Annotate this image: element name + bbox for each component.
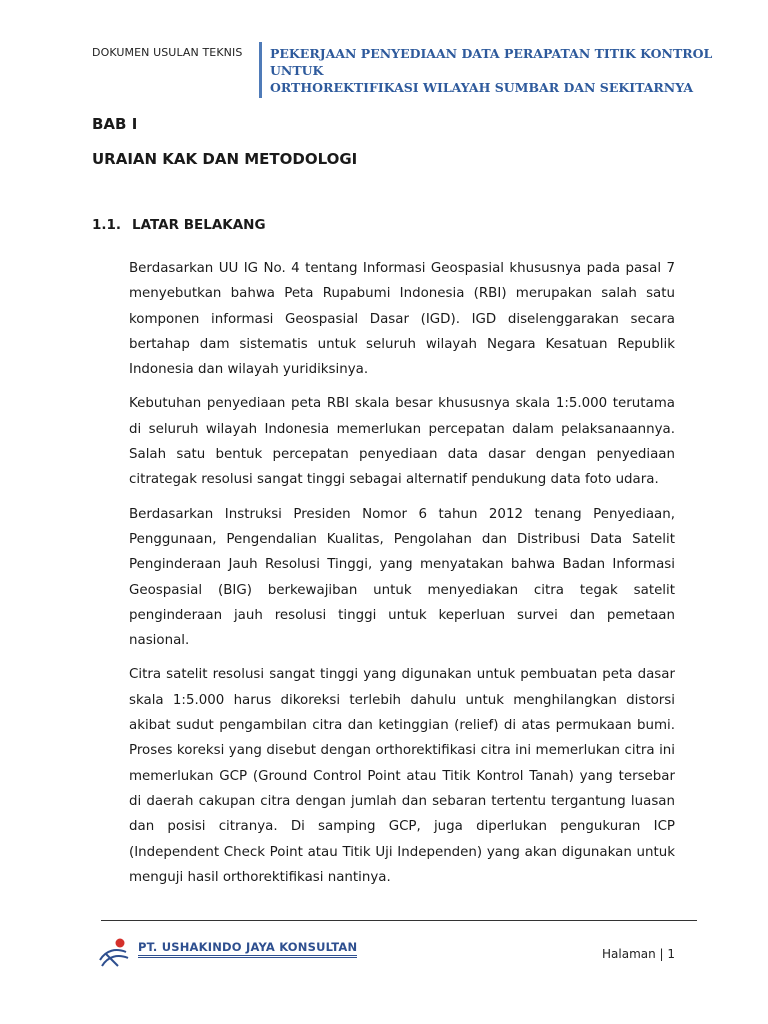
header-project-title-line2: ORTHOREKTIFIKASI WILAYAH SUMBAR DAN SEKITARNYA (270, 80, 694, 95)
paragraph: Berdasarkan UU IG No. 4 tentang Informasi Geospasial khususnya pada pasal 7 menyebutkan bahwa Peta Rupabumi Indonesia (RBI) merupakan salah satu komponen informasi Geospasial Dasar (IGD). IGD diselenggarakan secara bertahap dam sistematis untuk seluruh wilayah Negara Kesatuan Republik Indonesia dan wilayah yuridiksinya. (129, 261, 675, 378)
body-text (129, 256, 675, 899)
footer-divider (101, 920, 697, 921)
paragraph: Citra satelit resolusi sangat tinggi yang digunakan untuk pembuatan peta dasar skala 1:5.000 harus dikoreksi terlebih dahulu untuk menghilangkan distorsi akibat sudut pengambilan citra dan ketinggian (relief) di atas permukaan bumi. Proses koreksi yang disebut dengan orthorektifikasi citra ini memerlukan citra ini memerlukan GCP (Ground Control Point atau Titik Kontrol Tanah) yang tersebar di daerah cakupan citra dengan jumlah dan sebaran tertentu tergantung luasan dan posisi citranya. Di samping GCP, juga diperlukan pengukuran ICP (Independent Check Point atau Titik Uji Independen) yang akan digunakan untuk menguji hasil orthorektifikasi nantinya. (129, 667, 675, 885)
chapter-title: URAIAN KAK DAN METODOLOGI (92, 150, 358, 168)
section-title: LATAR BELAKANG (132, 217, 266, 233)
company-logo-icon (96, 934, 132, 970)
header-document-type: DOKUMEN USULAN TEKNIS (92, 46, 243, 59)
company-name: PT. USHAKINDO JAYA KONSULTAN (138, 940, 357, 958)
section-heading (92, 217, 266, 233)
paragraph: Berdasarkan Instruksi Presiden Nomor 6 tahun 2012 tenang Penyediaan, Penggunaan, Pengendalian Kualitas, Pengolahan dan Distribusi Data Satelit Penginderaan Jauh Resolusi Tinggi, yang menyatakan bahwa Badan Informasi Geospasial (BIG) berkewajiban untuk menyediakan citra tegak satelit penginderaan jauh resolusi tinggi untuk keperluan survei dan pemetaan nasional. (129, 506, 675, 649)
chapter-label: BAB I (92, 115, 138, 133)
page-number: Halaman | 1 (602, 947, 676, 961)
section-number: 1.1. (92, 217, 122, 233)
paragraph: Kebutuhan penyediaan peta RBI skala besar khususnya skala 1:5.000 terutama di seluruh wilayah Indonesia memerlukan percepatan dalam pelaksanaannya. Salah satu bentuk percepatan penyediaan data dasar dengan penyediaan citrategak resolusi sangat tinggi sebagai alternatif pendukung data foto udara. (129, 396, 675, 488)
header-project-title-line1: PEKERJAAN PENYEDIAAN DATA PERAPATAN TITIK KONTROL UNTUK (270, 46, 713, 78)
header-divider (259, 42, 262, 98)
header-project-title (270, 45, 740, 96)
